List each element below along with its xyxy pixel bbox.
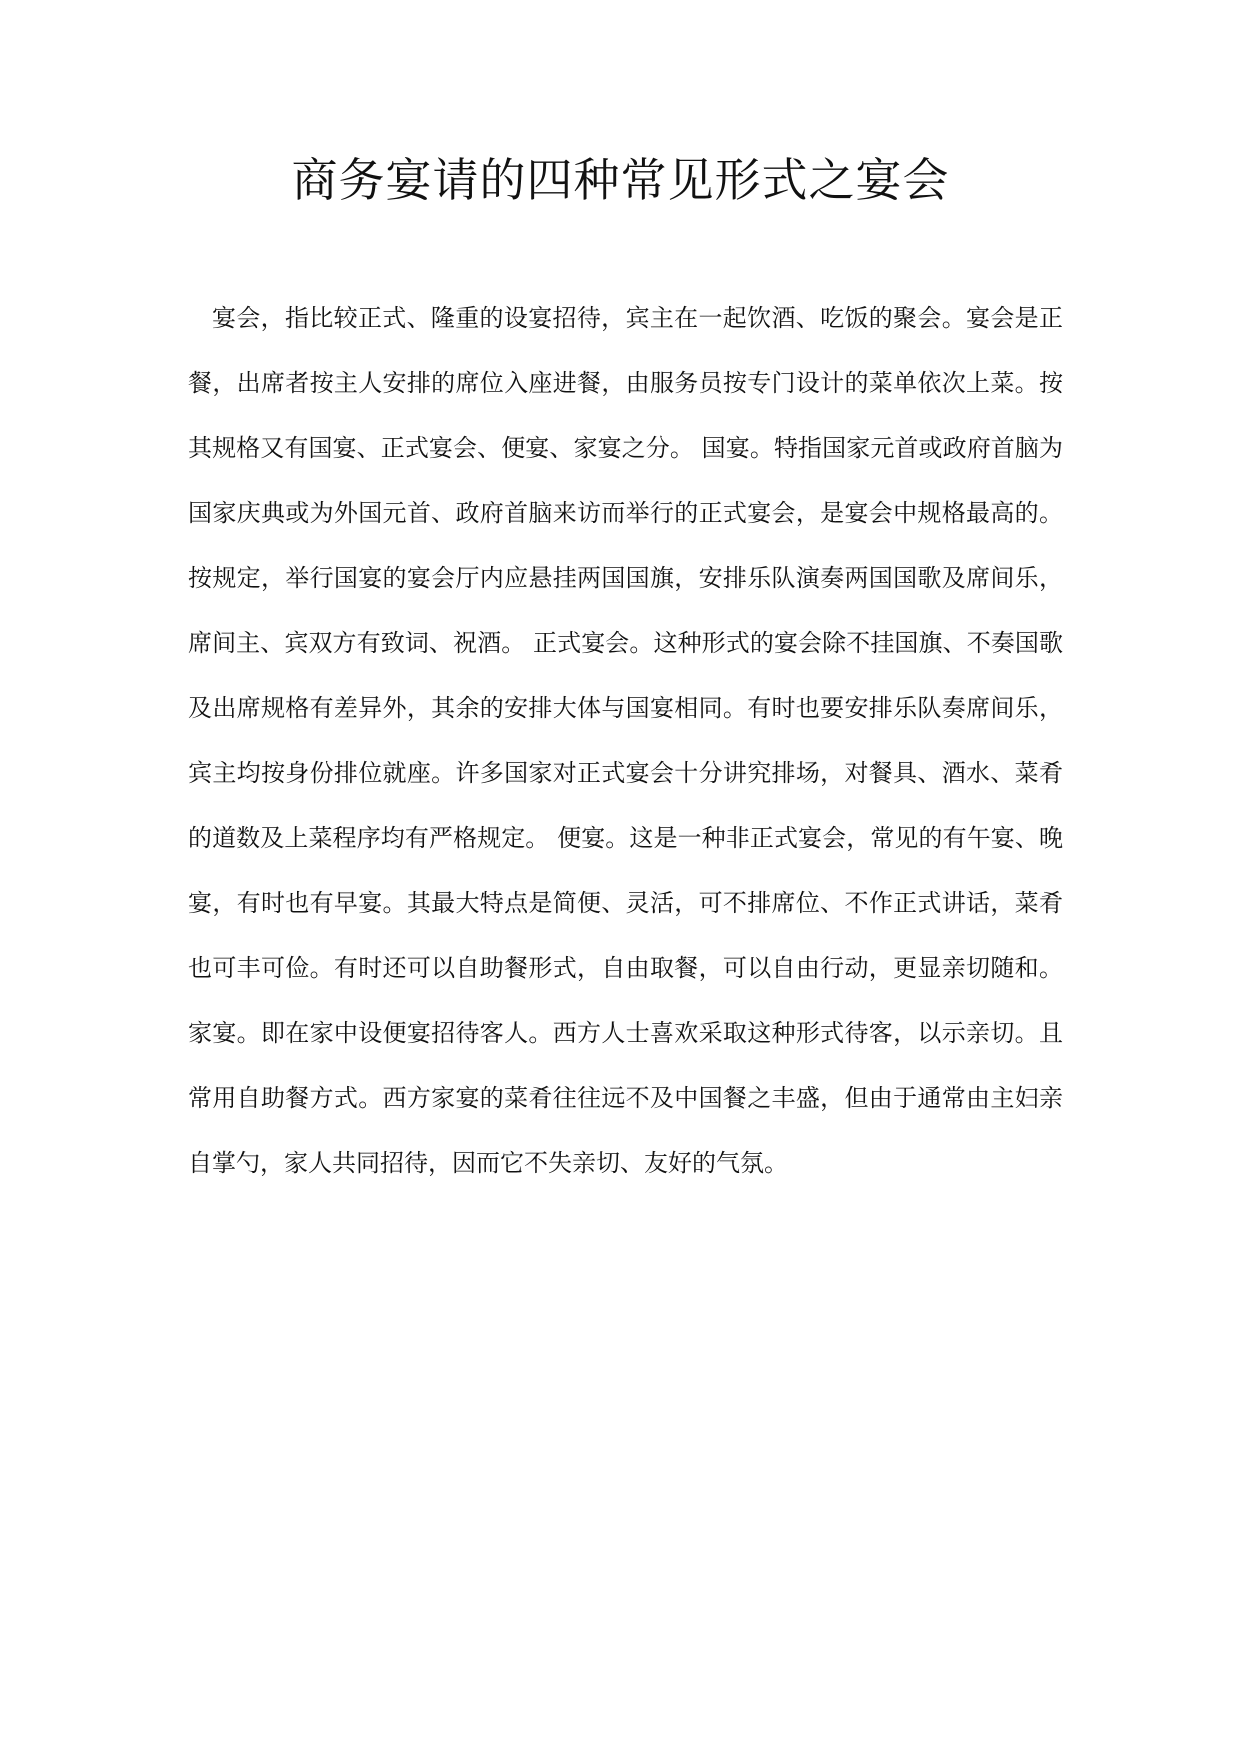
document-body-paragraph: 宴会，指比较正式、隆重的设宴招待，宾主在一起饮酒、吃饭的聚会。宴会是正餐，出席者按主人安排的席位入座进餐，由服务员按专门设计的菜单依次上菜。按其规格又有国宴、正式宴会、便宴、家宴之分。 国宴。特指国家元首或政府首脑为国家庆典或为外国元首、政府首脑来访而举行的正式宴会，是宴会中规格最高的。按规定，举行国宴的宴会厅内应悬挂两国国旗，安排乐队演奏两国国歌及席间乐，席间主、宾双方有致词、祝酒。 正式宴会。这种形式的宴会除不挂国旗、不奏国歌及出席规格有差异外，其余的安排大体与国宴相同。有时也要安排乐队奏席间乐，宾主均按身份排位就座。许多国家对正式宴会十分讲究排场，对餐具、酒水、菜肴的道数及上菜程序均有严格规定。 便宴。这是一种非正式宴会，常见的有午宴、晚宴，有时也有早宴。其最大特点是简便、灵活，可不排席位、不作正式讲话，菜肴也可丰可俭。有时还可以自助餐形式，自由取餐，可以自由行动，更显亲切随和。 家宴。即在家中设便宴招待客人。西方人士喜欢采取这种形式待客，以示亲切。且常用自助餐方式。西方家宴的菜肴往往远不及中国餐之丰盛，但由于通常由主妇亲自掌勺，家人共同招待，因而它不失亲切、友好的气氛。 bbox=[188, 304, 1063, 1177]
document-title: 商务宴请的四种常见形式之宴会 bbox=[291, 153, 950, 207]
